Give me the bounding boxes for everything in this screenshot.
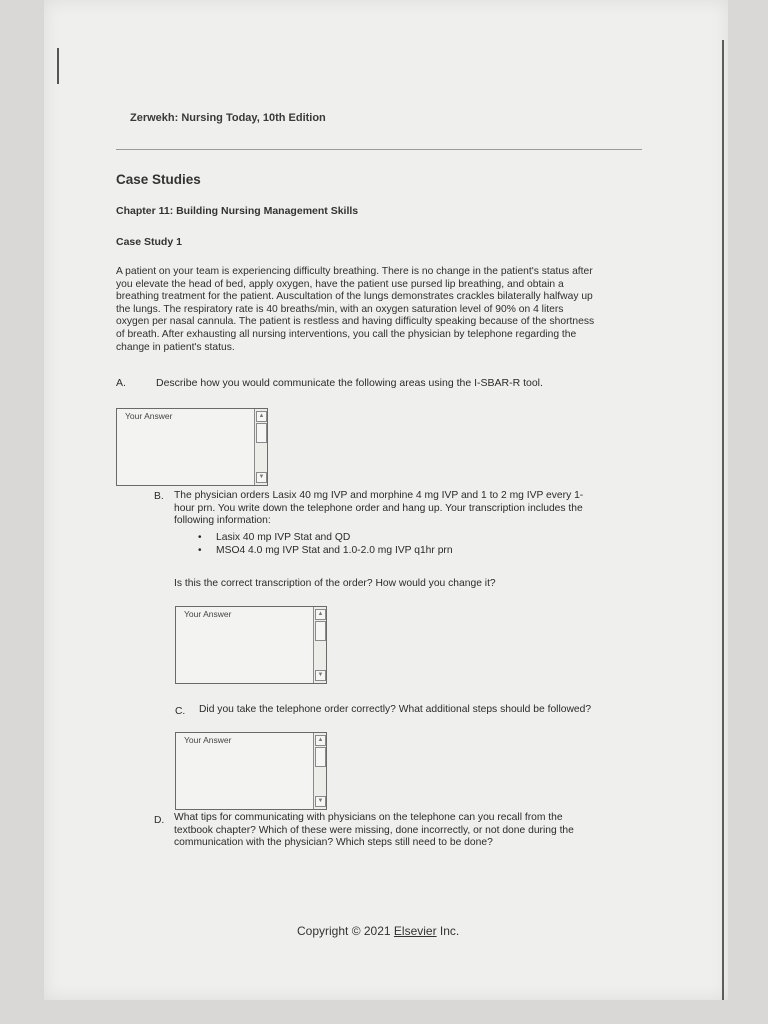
page-edge-shadow	[722, 40, 724, 1000]
chapter-title: Chapter 11: Building Nursing Management Skills	[116, 205, 359, 217]
question-b-followup: Is this the correct transcription of the order? How would you change it?	[174, 578, 496, 589]
case-study-title: Case Study 1	[116, 236, 182, 248]
paragraph-line: change in patient's status.	[116, 341, 235, 353]
question-line: The physician orders Lasix 40 mg IVP and morphine 4 mg IVP and 1 to 2 mg IVP every 1-	[174, 490, 584, 501]
question-c-letter: C.	[175, 706, 186, 717]
question-line: hour prn. You write down the telephone order and hang up. Your transcription includes the	[174, 502, 583, 514]
scan-mark	[57, 48, 59, 84]
question-d-text	[174, 812, 644, 850]
publisher-link[interactable]: Elsevier	[393, 924, 437, 938]
copyright-suffix: Inc.	[436, 924, 460, 938]
question-line: following information:	[174, 515, 271, 527]
transcription-item: • Lasix 40 mp IVP Stat and QD	[216, 532, 453, 545]
paragraph-line: breathing treatment for the patient. Auscultation of the lungs demonstrates crackles bilaterally halfway up	[116, 291, 593, 303]
case-scenario-paragraph	[116, 266, 644, 354]
paragraph-line: of breath. After exhausting all nursing interventions, you call the physician by telephone regarding the	[116, 328, 577, 340]
paragraph-line: A patient on your team is experiencing difficulty breathing. There is no change in the patient's status after	[116, 266, 593, 277]
question-c-text: Did you take the telephone order correctly? What additional steps should be followed?	[199, 704, 592, 715]
transcription-list	[216, 532, 453, 557]
question-line: communication with the physician? Which steps still need to be done?	[174, 837, 493, 849]
paragraph-line: you elevate the head of bed, apply oxygen, have the patient use pursed lip breathing, and obtain a	[116, 278, 564, 290]
question-line: What tips for communicating with physicians on the telephone can you recall from the	[174, 812, 563, 823]
scroll-thumb[interactable]	[315, 747, 326, 767]
scroll-down-arrow-icon[interactable]: ▼	[315, 670, 326, 681]
question-d-letter: D.	[154, 815, 165, 826]
answer-field-a[interactable]	[116, 408, 268, 486]
question-line: textbook chapter? Which of these were missing, done incorrectly, or not done during the	[174, 824, 574, 836]
answer-placeholder: Your Answer	[125, 411, 173, 421]
question-a-text: Describe how you would communicate the following areas using the I-SBAR-R tool.	[156, 377, 543, 389]
copyright-footer	[297, 924, 459, 938]
section-title: Case Studies	[116, 172, 201, 187]
copyright-text: Copyright © 2021	[297, 924, 394, 938]
scroll-down-arrow-icon[interactable]: ▼	[256, 472, 267, 483]
answer-b-scrollbar[interactable]	[313, 607, 326, 683]
answer-field-c[interactable]	[175, 732, 327, 810]
answer-placeholder: Your Answer	[184, 735, 232, 745]
answer-c-scrollbar[interactable]	[313, 733, 326, 809]
answer-a-scrollbar[interactable]	[254, 409, 267, 485]
answer-field-b[interactable]	[175, 606, 327, 684]
book-title: Zerwekh: Nursing Today, 10th Edition	[130, 112, 326, 124]
header-divider	[116, 149, 642, 150]
scroll-down-arrow-icon[interactable]: ▼	[315, 796, 326, 807]
answer-placeholder: Your Answer	[184, 609, 232, 619]
scroll-up-arrow-icon[interactable]: ▲	[256, 411, 267, 422]
scroll-up-arrow-icon[interactable]: ▲	[315, 735, 326, 746]
paragraph-line: the lungs. The respiratory rate is 40 breaths/min, with an oxygen saturation level of 90% on 4 liters	[116, 303, 564, 315]
transcription-item: • MSO4 4.0 mg IVP Stat and 1.0-2.0 mg IVP q1hr prn	[216, 545, 453, 558]
question-b-text	[174, 490, 644, 528]
question-a-letter: A.	[116, 377, 126, 389]
scroll-up-arrow-icon[interactable]: ▲	[315, 609, 326, 620]
question-b-letter: B.	[154, 491, 164, 502]
scroll-thumb[interactable]	[315, 621, 326, 641]
scroll-thumb[interactable]	[256, 423, 267, 443]
paragraph-line: oxygen per nasal cannula. The patient is restless and having difficulty speaking because of the shortness	[116, 316, 595, 328]
